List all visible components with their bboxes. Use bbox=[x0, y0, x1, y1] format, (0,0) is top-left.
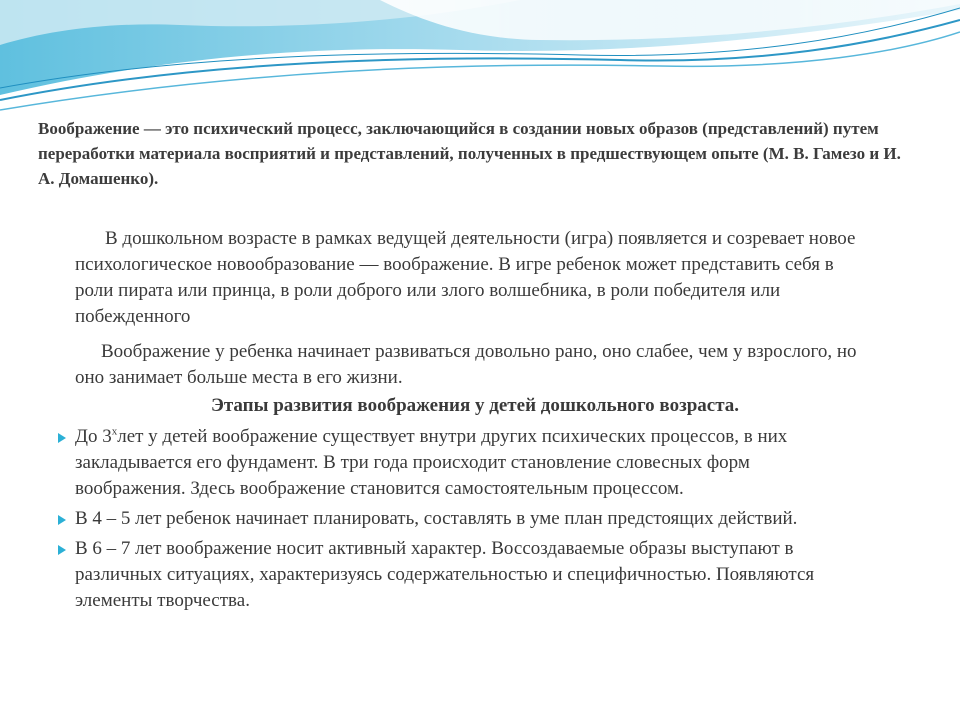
stages-list bbox=[58, 424, 818, 618]
definition-term: Воображение bbox=[38, 119, 140, 138]
triangle-bullet-icon bbox=[58, 545, 66, 555]
paragraph-child-imagination bbox=[75, 339, 875, 391]
bullet-1-superscript: х bbox=[111, 425, 118, 438]
bullet-3-text: В 6 – 7 лет воображение носит активный характер. Воссоздаваемые образы выступают в различных ситуациях, характеризуясь содержательностью и специфичностью. Появляются элементы творчества. bbox=[75, 538, 815, 611]
list-item bbox=[58, 536, 818, 614]
paragraph-preschool-text: В дошкольном возрасте в рамках ведущей деятельности (игра) появляется и созревает новое психологическое новообразование — воображение. В игре ребенок может представить себя в роли пирата или принца, в роли доброго или злого волшебника, в роли победителя или побежденного bbox=[75, 228, 856, 327]
bullet-2-text: В 4 – 5 лет ребенок начинает планировать, составлять в уме план предстоящих действий. bbox=[75, 508, 798, 529]
header-wave-decoration bbox=[0, 0, 960, 120]
paragraph-child-imagination-text: Воображение у ребенка начинает развиваться довольно рано, оно слабее, чем у взрослого, но оно занимает больше места в его жизни. bbox=[75, 341, 857, 388]
bullet-1-text: лет у детей воображение существует внутри других психических процессов, в них закладывается его фундамент. В три года происходит становление словесных форм воображения. Здесь воображение становится самостоятельным процессом. bbox=[75, 426, 788, 499]
definition-text: — это психический процесс, заключающийся в создании новых образов (представлений) путем переработки материала восприятий и представлений, полученных в предшествующем опыте (М. В. Гамезо и И. А. Домашенко). bbox=[38, 119, 901, 188]
stages-heading: Этапы развития воображения у детей дошкольного возраста. bbox=[210, 395, 740, 416]
list-item bbox=[58, 506, 818, 532]
list-item bbox=[58, 424, 818, 502]
paragraph-preschool-age bbox=[75, 226, 875, 330]
definition-paragraph bbox=[38, 116, 918, 191]
bullet-1-start: До 3 bbox=[75, 426, 112, 447]
triangle-bullet-icon bbox=[58, 433, 66, 443]
triangle-bullet-icon bbox=[58, 515, 66, 525]
